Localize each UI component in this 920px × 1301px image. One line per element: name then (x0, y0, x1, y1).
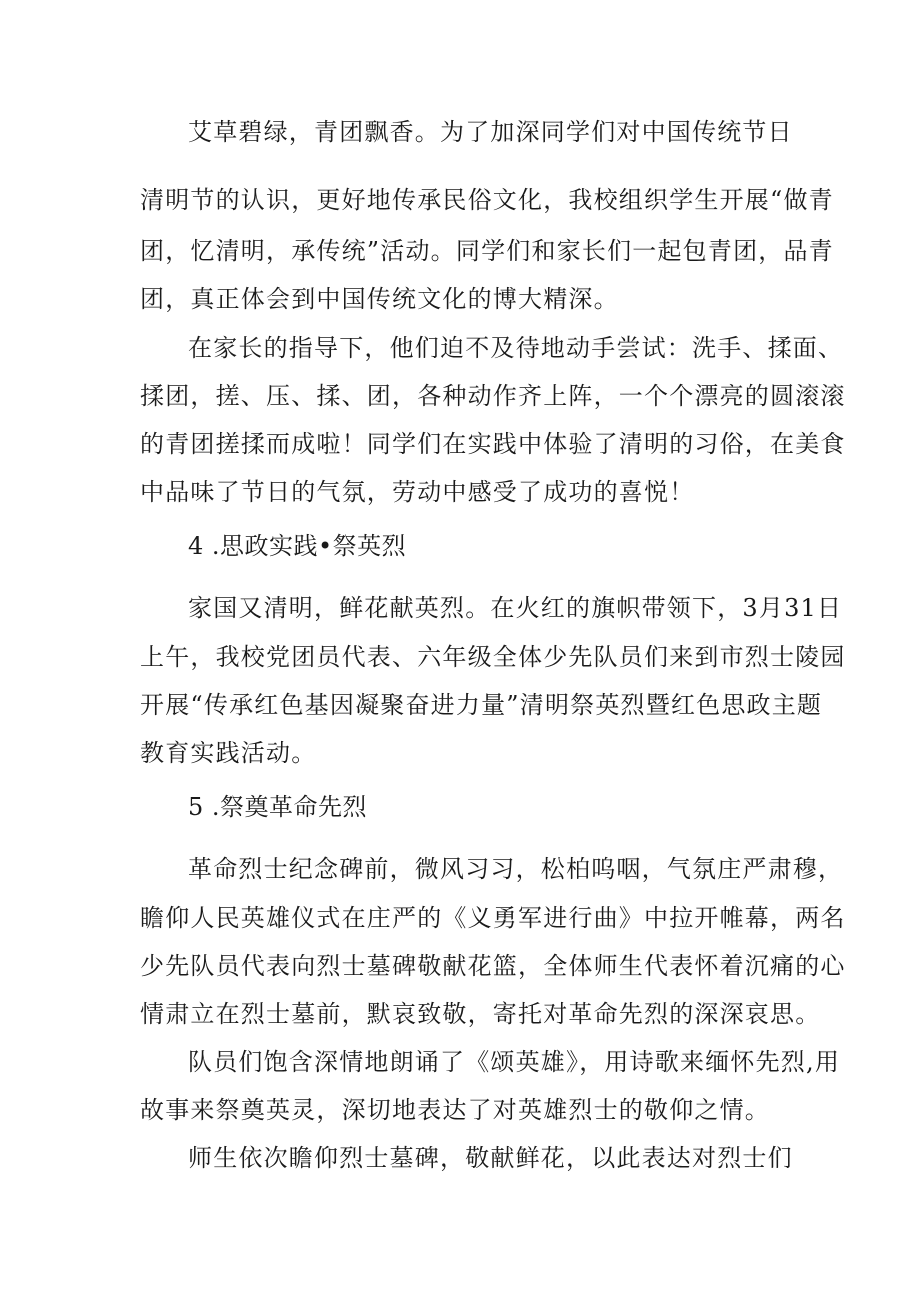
paragraph-line: 团，忆清明，承传统”活动。同学们和家长们一起包青团，品青 (140, 237, 834, 265)
section-heading: 5 .祭奠革命先烈 (188, 793, 368, 821)
paragraph-line: 家国又清明，鲜花献英烈。在火红的旗帜带领下，3月31日 (188, 594, 843, 622)
paragraph-line: 少先队员代表向烈士墓碑敬献花篮，全体师生代表怀着沉痛的心 (140, 952, 846, 980)
paragraph-line: 情肃立在烈士墓前，默哀致敬，寄托对革命先烈的深深哀思。 (140, 1000, 821, 1028)
paragraph-line: 在家长的指导下，他们迫不及待地动手尝试：洗手、揉面、 (188, 334, 844, 362)
paragraph-line: 队员们饱含深情地朗诵了《颂英雄》，用诗歌来缅怀先烈,用 (188, 1048, 841, 1076)
paragraph-line: 开展“传承红色基因凝聚奋进力量”清明祭英烈暨红色思政主题 (140, 691, 823, 719)
paragraph-line: 艾草碧绿，青团飘香。为了加深同学们对中国传统节日 (188, 118, 793, 146)
paragraph-line: 中品味了节日的气氛，劳动中感受了成功的喜悦！ (140, 478, 695, 506)
paragraph-line: 革命烈士纪念碑前，微风习习，松柏呜咽，气氛庄严肃穆， (188, 855, 844, 883)
paragraph-line: 揉团，搓、压、揉、团，各种动作齐上阵，一个个漂亮的圆滚滚 (140, 382, 846, 410)
paragraph-line: 上午，我校党团员代表、六年级全体少先队员们来到市烈士陵园 (140, 643, 846, 671)
paragraph-line: 故事来祭奠英灵，深切地表达了对英雄烈士的敬仰之情。 (140, 1096, 770, 1124)
paragraph-line: 教育实践活动。 (140, 739, 317, 767)
paragraph-line: 团，真正体会到中国传统文化的博大精深。 (140, 285, 619, 313)
paragraph-line: 瞻仰人民英雄仪式在庄严的《义勇军进行曲》中拉开帷幕，两名 (140, 904, 846, 932)
paragraph-line: 的青团搓揉而成啦！同学们在实践中体验了清明的习俗，在美食 (140, 430, 846, 458)
section-heading: 4 .思政实践•祭英烈 (188, 532, 407, 560)
paragraph-line: 清明节的认识，更好地传承民俗文化，我校组织学生开展“做青 (140, 186, 834, 214)
paragraph-line: 师生依次瞻仰烈士墓碑，敬献鲜花，以此表达对烈士们 (188, 1144, 793, 1172)
